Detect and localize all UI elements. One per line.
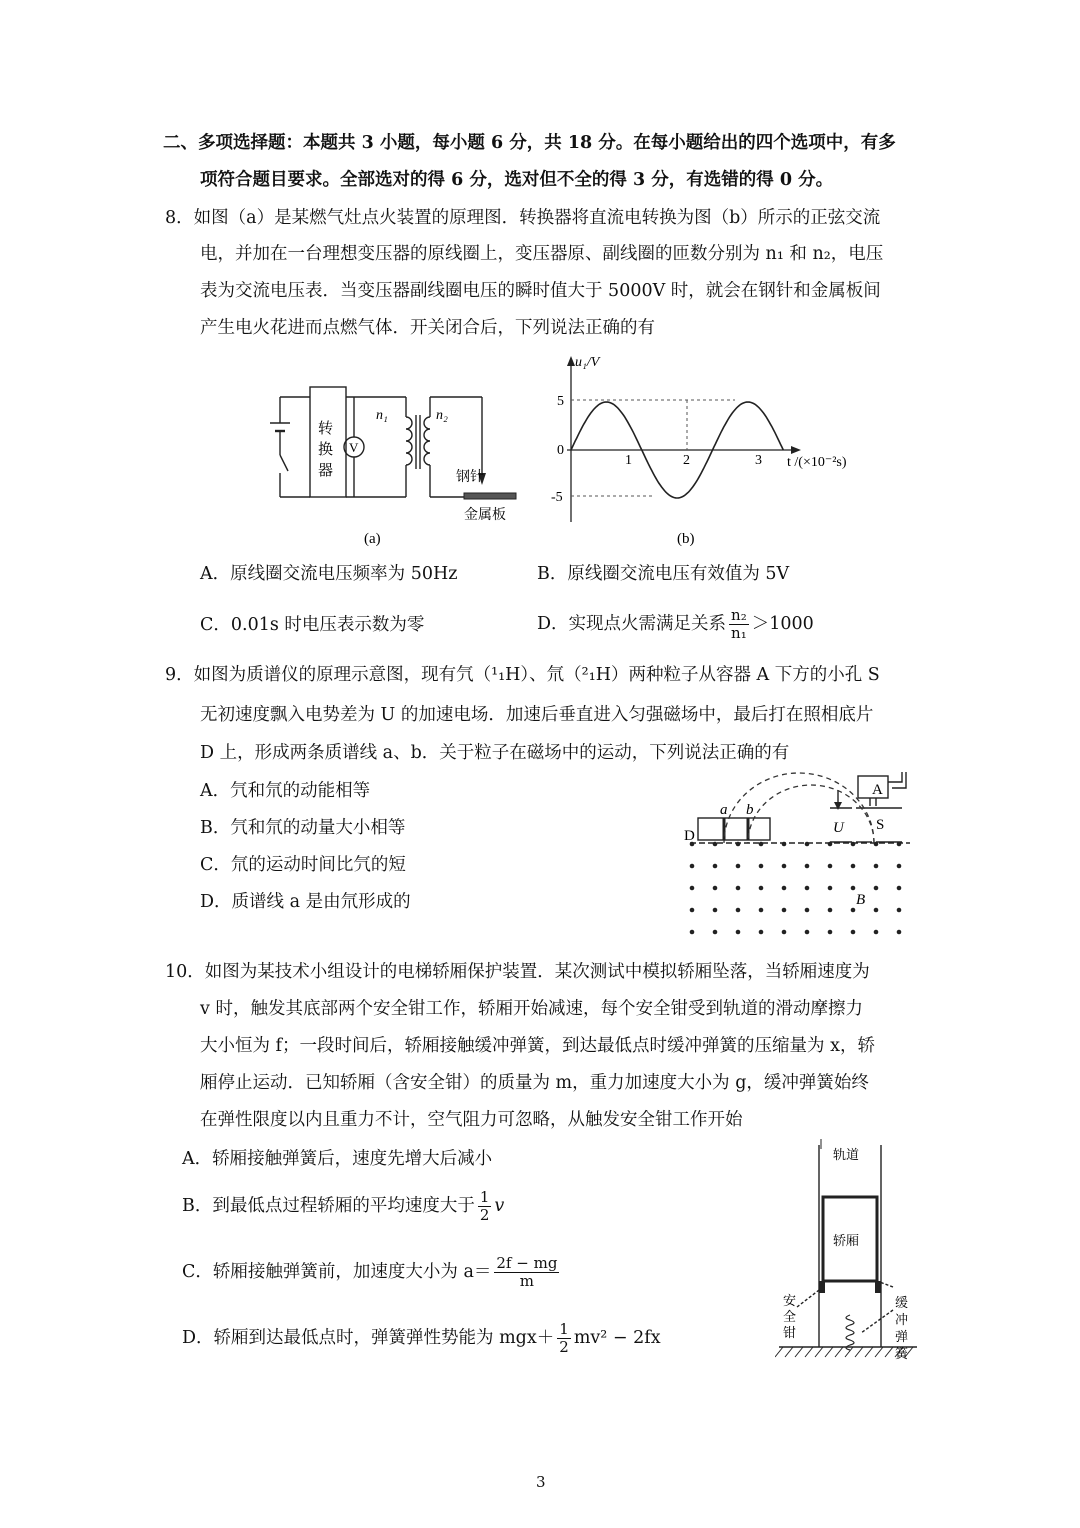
q10-option-c-fraction [494, 1255, 559, 1290]
ground-hatch [855, 1347, 863, 1357]
figure-b-caption: (b) [677, 531, 695, 547]
page-number: 3 [536, 1473, 546, 1491]
q8-option-a: A．原线圈交流电压频率为 50Hz [200, 564, 458, 584]
x-tick-2: 2 [683, 453, 690, 468]
line-b-label: b [746, 802, 754, 818]
ground-hatch [785, 1347, 793, 1357]
fraction-denominator: 2 [559, 1338, 569, 1356]
q9-option-b: B．氕和氘的动量大小相等 [200, 818, 406, 838]
field-dot [897, 864, 902, 869]
q8-figure-a-circuit [268, 375, 528, 550]
q9-text-line3: D 上，形成两条质谱线 a、b．关于粒子在磁场中的运动，下列说法正确的有 [200, 743, 790, 763]
q10-option-b-fraction [478, 1189, 492, 1224]
section-header-line1: 二、多项选择题：本题共 3 小题，每小题 6 分，共 18 分。在每小题给出的四个选项中，有多 [163, 133, 896, 153]
q8-text-line1: 8．如图（a）是某燃气灶点火装置的原理图．转换器将直流电转换为图（b）所示的正弦交流 [165, 208, 881, 228]
fraction-denominator: n₁ [731, 624, 747, 642]
field-dot [759, 908, 764, 913]
ground-hatch [795, 1347, 803, 1357]
field-dot [782, 908, 787, 913]
q10-text-line5: 在弹性限度以内且重力不计，空气阻力可忽略，从触发安全钳工作开始 [200, 1110, 743, 1130]
q10-figure-elevator [775, 1135, 925, 1365]
voltage-u-label: U [833, 820, 844, 836]
q10-text-line3: 大小恒为 f；一段时间后，轿厢接触缓冲弹簧，到达最低点时缓冲弹簧的压缩量为 x，轿 [200, 1036, 875, 1056]
spring-char-4: 簧 [895, 1347, 909, 1362]
converter-char-1: 转 [318, 419, 334, 437]
q10-option-b [182, 1186, 504, 1226]
q8-text-line3: 表为交流电压表．当变压器副线圈电压的瞬时值大于 5000V 时，就会在钢针和金属板间 [200, 281, 881, 301]
field-dot [713, 930, 718, 935]
ground-hatch [815, 1347, 823, 1357]
q8-option-b: B．原线圈交流电压有效值为 5V [537, 564, 790, 584]
field-dot [851, 930, 856, 935]
q10-option-b-suffix: v [494, 1196, 505, 1216]
field-dot [897, 930, 902, 935]
n2-label: n₂ [436, 408, 448, 423]
q8-option-d-fraction [729, 607, 749, 642]
voltmeter-label: V [349, 440, 359, 455]
spring-char-2: 冲 [895, 1313, 909, 1328]
field-dot [713, 908, 718, 913]
field-dot [736, 886, 741, 891]
line-a-label: a [720, 802, 728, 818]
ground-hatch [775, 1347, 783, 1357]
n1-label: n₁ [376, 408, 388, 423]
field-dot [759, 930, 764, 935]
field-dot [828, 886, 833, 891]
field-dot [805, 864, 810, 869]
q9-text-line2: 无初速度飘入电势差为 U 的加速电场．加速后垂直进入匀强磁场中，最后打在照相底片 [200, 705, 874, 725]
ground-hatch [805, 1347, 813, 1357]
field-dot [874, 886, 879, 891]
field-dot [690, 908, 695, 913]
field-dot [805, 930, 810, 935]
spring-char-1: 缓 [895, 1296, 909, 1311]
safety-char-2: 全 [783, 1310, 797, 1325]
fraction-numerator: 1 [479, 1188, 490, 1206]
x-axis-label: t /(×10⁻²s) [787, 455, 847, 470]
field-dot [851, 886, 856, 891]
x-tick-3: 3 [755, 453, 762, 468]
field-dot [874, 908, 879, 913]
field-dot [736, 908, 741, 913]
plate-label: 金属板 [464, 507, 506, 523]
y-tick-5: 5 [557, 394, 564, 409]
spring-char-3: 弹 [895, 1330, 909, 1345]
q10-option-d-suffix: mv² − 2fx [573, 1328, 661, 1348]
q10-option-d-fraction [557, 1321, 571, 1356]
figure-a-caption: (a) [364, 531, 381, 547]
safety-char-3: 钳 [783, 1326, 797, 1341]
field-dot [690, 864, 695, 869]
x-tick-1: 1 [625, 453, 632, 468]
q8-figure-b-chart [545, 352, 865, 550]
q10-option-b-prefix: B．到最低点过程轿厢的平均速度大于 [182, 1196, 475, 1216]
y-tick-neg5: -5 [551, 490, 563, 505]
y-axis-label: u₁/V [575, 355, 600, 370]
q9-option-c: C．氘的运动时间比氕的短 [200, 855, 406, 875]
slit-s-label: S [876, 817, 885, 833]
q9-figure-mass-spectrometer [680, 770, 915, 942]
field-dot [828, 930, 833, 935]
field-dot [805, 886, 810, 891]
field-dot [828, 864, 833, 869]
field-dot [897, 886, 902, 891]
converter-char-3: 器 [318, 461, 334, 479]
field-dot [805, 908, 810, 913]
fraction-numerator: 1 [559, 1320, 569, 1338]
q10-option-d [182, 1318, 661, 1358]
film-d-label: D [684, 828, 695, 844]
q8-text-line2: 电，并加在一台理想变压器的原线圈上，变压器原、副线圈的匝数分别为 n₁ 和 n₂，电压 [200, 244, 884, 264]
q8-option-d-suffix: ＞1000 [751, 614, 814, 634]
field-dot [713, 886, 718, 891]
field-dot [828, 908, 833, 913]
fraction-numerator: n₂ [731, 606, 747, 624]
car-label: 轿厢 [833, 1234, 860, 1249]
fraction-denominator: 2 [479, 1206, 490, 1224]
converter-char-2: 换 [318, 440, 334, 458]
field-dot [759, 886, 764, 891]
y-tick-0: 0 [557, 443, 564, 458]
q8-text-line4: 产生电火花进而点燃气体．开关闭合后，下列说法正确的有 [200, 318, 655, 338]
q8-option-c: C．0.01s 时电压表示数为零 [200, 615, 425, 635]
ground-hatch [825, 1347, 833, 1357]
field-dot [782, 886, 787, 891]
q8-option-d [537, 604, 814, 644]
field-dot [713, 864, 718, 869]
q8-option-d-prefix: D．实现点火需满足关系 [537, 614, 727, 634]
field-dot [736, 930, 741, 935]
needle-label: 钢针 [456, 469, 484, 485]
q10-text-line2: v 时，触发其底部两个安全钳工作，轿厢开始减速，每个安全钳受到轨道的滑动摩擦力 [200, 999, 863, 1019]
q9-option-d: D．质谱线 a 是由氘形成的 [200, 892, 411, 912]
field-dot [759, 864, 764, 869]
ground-hatch [885, 1347, 893, 1357]
field-b-label: B [856, 892, 866, 908]
field-dot [874, 864, 879, 869]
container-a-label: A [872, 782, 883, 798]
section-header-line2: 项符合题目要求。全部选对的得 6 分，选对但不全的得 3 分，有选错的得 0 分。 [200, 170, 834, 190]
safety-char-1: 安 [783, 1294, 797, 1309]
field-dot [851, 908, 856, 913]
field-dot [782, 930, 787, 935]
field-dot [851, 864, 856, 869]
field-dot [690, 930, 695, 935]
q10-text-line4: 厢停止运动．已知轿厢（含安全钳）的质量为 m，重力加速度大小为 g，缓冲弹簧始终 [200, 1073, 869, 1093]
q10-option-c [182, 1252, 562, 1292]
q10-option-a: A．轿厢接触弹簧后，速度先增大后减小 [182, 1149, 493, 1169]
field-dot [874, 930, 879, 935]
ground-hatch [865, 1347, 873, 1357]
q10-option-c-prefix: C．轿厢接触弹簧前，加速度大小为 a＝ [182, 1262, 492, 1282]
track-label: 轨道 [833, 1148, 860, 1163]
q9-option-a: A．氕和氘的动能相等 [200, 781, 371, 801]
fraction-numerator: 2f − mg [496, 1254, 558, 1272]
ground-hatch [875, 1347, 883, 1357]
field-dot [690, 886, 695, 891]
fraction-denominator: m [519, 1272, 535, 1290]
field-dot [782, 864, 787, 869]
field-dot [736, 864, 741, 869]
field-dot [897, 908, 902, 913]
q10-text-line1: 10．如图为某技术小组设计的电梯轿厢保护装置．某次测试中模拟轿厢坠落，当轿厢速度为 [165, 962, 870, 982]
ground-hatch [835, 1347, 843, 1357]
q10-option-d-prefix: D．轿厢到达最低点时，弹簧弹性势能为 mgx＋ [182, 1328, 555, 1348]
q9-text-line1: 9．如图为质谱仪的原理示意图，现有氕（¹₁H）、氘（²₁H）两种粒子从容器 A 下方的小孔 S [165, 665, 880, 685]
